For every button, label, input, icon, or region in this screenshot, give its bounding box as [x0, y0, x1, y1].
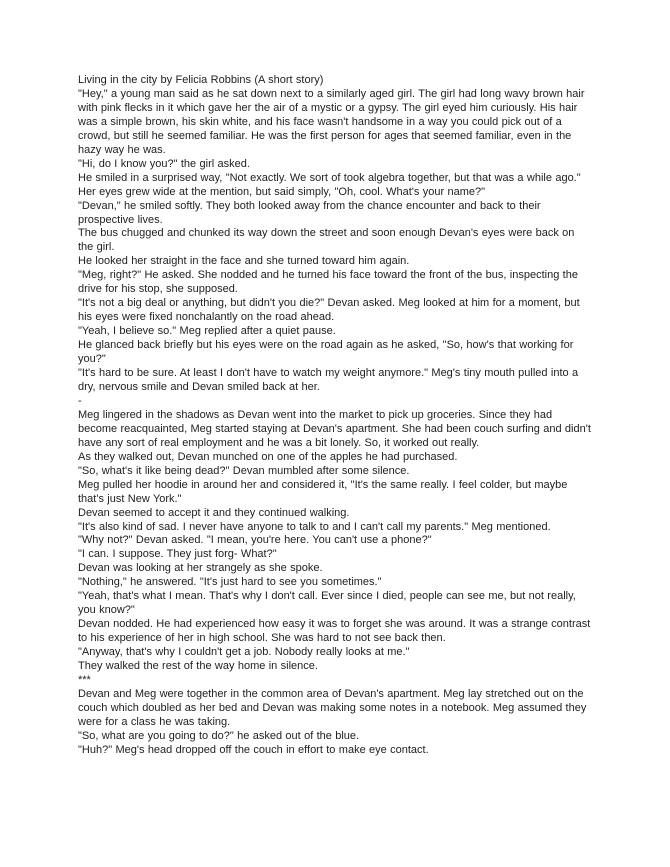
story-paragraph: "It's also kind of sad. I never have anyone to talk to and I can't call my parents." Meg mentioned.: [78, 520, 551, 533]
document-page: [78, 74, 593, 758]
story-paragraph: ***: [78, 673, 91, 686]
story-paragraph: "Why not?" Devan asked. "I mean, you're here. You can't use a phone?": [78, 534, 432, 547]
story-title: Living in the city by Felicia Robbins (A short story): [78, 74, 324, 86]
story-paragraph: He looked her straight in the face and she turned toward him again.: [78, 255, 410, 268]
story-paragraph: They walked the rest of the way home in silence.: [78, 660, 318, 673]
story-paragraph: "Yeah, I believe so." Meg replied after a quiet pause.: [78, 325, 336, 338]
story-paragraph: Devan was looking at her strangely as she spoke.: [78, 562, 323, 575]
story-paragraph: He glanced back briefly but his eyes were on the road again as he asked, "So, how's that working for you?": [78, 339, 574, 366]
story-body: [78, 88, 593, 758]
story-paragraph: "Meg, right?" He asked. She nodded and he turned his face toward the front of the bus, inspecting the drive for his stop, she supposed.: [78, 269, 578, 296]
story-paragraph: Her eyes grew wide at the mention, but said simply, "Oh, cool. What's your name?": [78, 185, 486, 198]
story-paragraph: Devan and Meg were together in the common area of Devan's apartment. Meg lay stretched out on the couch which doubled as her bed and Devan was making some notes in a notebook. Meg assumed they were for a class he was taking.: [78, 687, 587, 728]
story-paragraph: "It's hard to be sure. At least I don't have to watch my weight anymore." Meg's tiny mouth pulled into a dry, nervous smile and Devan smiled back at her.: [78, 367, 579, 393]
story-paragraph: Meg pulled her hoodie in around her and considered it, "It's the same really. I feel colder, but maybe that's just New York.": [78, 478, 568, 505]
story-paragraph: "So, what are you going to do?" he asked out of the blue.: [78, 729, 360, 742]
story-paragraph: "Hey," a young man said as he sat down next to a similarly aged girl. The girl had long wavy brown hair with pink flecks in it which gave her the air of a mystic or a gypsy. The girl eyed him curiously. His hair was a simple brown, his skin white, and his face wasn't handsome in a way you could pick out of a crowd, but still he seemed familiar. He was the first person for ages that seemed familiar, even in the hazy way he was.: [78, 87, 585, 156]
story-paragraph: "So, what's it like being dead?" Devan mumbled after some silence.: [78, 464, 410, 477]
story-paragraph: -: [78, 394, 82, 407]
story-paragraph: "I can. I suppose. They just forg- What?": [78, 548, 277, 561]
story-paragraph: "Nothing," he answered. "It's just hard to see you sometimes.": [78, 576, 382, 589]
story-paragraph: "Hi, do I know you?" the girl asked.: [78, 157, 250, 170]
story-paragraph: Devan nodded. He had experienced how easy it was to forget she was around. It was a strange contrast to his experience of her in high school. She was hard to not see back then.: [78, 618, 591, 645]
story-paragraph: Meg lingered in the shadows as Devan went into the market to pick up groceries. Since they had become reacquainted, Meg started staying at Devan's apartment. She had been couch surfing and didn't have any sort of real employment and he was a bit lonely. So, it worked out really.: [78, 408, 591, 449]
story-paragraph: "Huh?" Meg's head dropped off the couch in effort to make eye contact.: [78, 743, 429, 756]
story-paragraph: "Anyway, that's why I couldn't get a job. Nobody really looks at me.": [78, 646, 410, 659]
story-paragraph: "Yeah, that's what I mean. That's why I don't call. Ever since I died, people can see me, but not really, you know?": [78, 590, 576, 617]
story-paragraph: The bus chugged and chunked its way down the street and soon enough Devan's eyes were back on the girl.: [78, 227, 575, 254]
story-paragraph: As they walked out, Devan munched on one of the apples he had purchased.: [78, 450, 458, 463]
story-paragraph: "Devan," he smiled softly. They both looked away from the chance encounter and back to their prospective lives.: [78, 199, 541, 226]
story-paragraph: "It's not a big deal or anything, but didn't you die?" Devan asked. Meg looked at him for a moment, but his eyes were fixed nonchalantly on the road ahead.: [78, 297, 580, 324]
story-paragraph: He smiled in a surprised way, "Not exactly. We sort of took algebra together, but that was a while ago.": [78, 171, 581, 184]
story-paragraph: Devan seemed to accept it and they continued walking.: [78, 506, 350, 519]
